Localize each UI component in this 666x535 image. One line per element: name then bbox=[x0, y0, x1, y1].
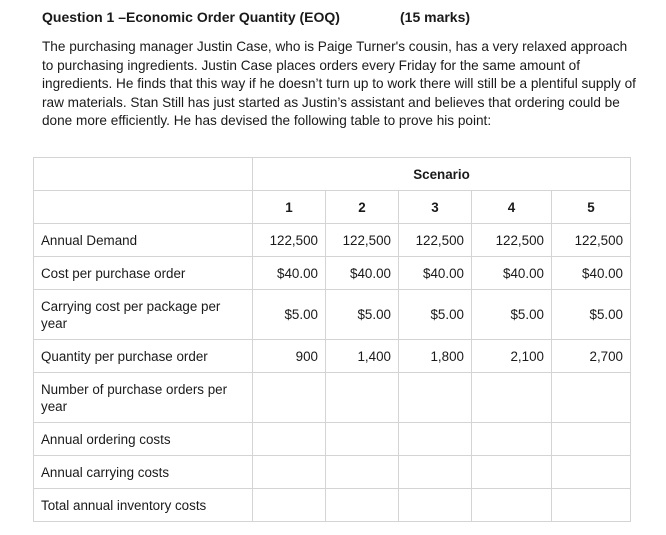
table-cell bbox=[472, 456, 552, 489]
table-cell: 122,500 bbox=[552, 224, 631, 257]
scenario-col-header: 1 bbox=[253, 191, 326, 224]
table-cell: 1,400 bbox=[326, 340, 399, 373]
table-cell: $5.00 bbox=[552, 290, 631, 340]
question-heading bbox=[42, 9, 471, 25]
corner-cell bbox=[34, 158, 253, 191]
table-cell: $40.00 bbox=[326, 257, 399, 290]
table-cell: 122,500 bbox=[399, 224, 472, 257]
table-cell: $40.00 bbox=[399, 257, 472, 290]
row-label: Annual carrying costs bbox=[34, 456, 253, 489]
row-label: Cost per purchase order bbox=[34, 257, 253, 290]
scenario-col-header: 3 bbox=[399, 191, 472, 224]
table-cell bbox=[399, 373, 472, 423]
table-cell bbox=[253, 423, 326, 456]
row-label: Number of purchase orders per year bbox=[34, 373, 253, 423]
question-marks: (15 marks) bbox=[400, 9, 471, 25]
table-cell: 122,500 bbox=[472, 224, 552, 257]
row-label: Annual ordering costs bbox=[34, 423, 253, 456]
table-row-annual-demand bbox=[34, 224, 631, 257]
table-cell bbox=[326, 489, 399, 522]
table-cell bbox=[326, 456, 399, 489]
table-cell bbox=[253, 456, 326, 489]
table-row-cost-per-order bbox=[34, 257, 631, 290]
scenario-header-row bbox=[34, 158, 631, 191]
table-cell bbox=[253, 373, 326, 423]
table-cell: 2,700 bbox=[552, 340, 631, 373]
table-cell: $40.00 bbox=[552, 257, 631, 290]
table-cell: $5.00 bbox=[253, 290, 326, 340]
table-cell bbox=[472, 489, 552, 522]
scenario-number-row bbox=[34, 191, 631, 224]
row-label: Total annual inventory costs bbox=[34, 489, 253, 522]
table-cell bbox=[472, 423, 552, 456]
scenario-col-header: 5 bbox=[552, 191, 631, 224]
table-cell: 900 bbox=[253, 340, 326, 373]
table-cell bbox=[253, 489, 326, 522]
table-cell bbox=[399, 456, 472, 489]
question-intro: The purchasing manager Justin Case, who is Paige Turner's cousin, has a very relaxed approach to purchasing ingredients. Justin Case places orders every Friday for the same amount of ingredients. He finds that this way if he doesn’t turn up to work there will still be a plentiful supply of raw materials. Stan Still has just started as Justin’s assistant and believes that ordering could be done more efficiently. He has devised the following table to prove his point: bbox=[42, 39, 636, 128]
table-cell bbox=[552, 456, 631, 489]
table-cell: 122,500 bbox=[253, 224, 326, 257]
question-title: Question 1 –Economic Order Quantity (EOQ) bbox=[42, 9, 340, 25]
table-row-carrying-cost bbox=[34, 290, 631, 340]
table-row-annual-carrying-costs bbox=[34, 456, 631, 489]
table-cell bbox=[399, 423, 472, 456]
table-cell bbox=[472, 373, 552, 423]
table-row-annual-ordering-costs bbox=[34, 423, 631, 456]
row-label: Carrying cost per package per year bbox=[34, 290, 253, 340]
table-cell bbox=[326, 423, 399, 456]
table-cell: $40.00 bbox=[472, 257, 552, 290]
table-cell bbox=[326, 373, 399, 423]
table-row-orders-per-year bbox=[34, 373, 631, 423]
table-row-quantity-per-order bbox=[34, 340, 631, 373]
row-label: Quantity per purchase order bbox=[34, 340, 253, 373]
table-cell bbox=[552, 489, 631, 522]
table-cell bbox=[552, 373, 631, 423]
table-cell: $40.00 bbox=[253, 257, 326, 290]
scenario-header: Scenario bbox=[253, 158, 631, 191]
scenario-col-header: 2 bbox=[326, 191, 399, 224]
table-cell: 1,800 bbox=[399, 340, 472, 373]
corner-cell bbox=[34, 191, 253, 224]
table-row-total-inventory-costs bbox=[34, 489, 631, 522]
table-cell: $5.00 bbox=[326, 290, 399, 340]
table-cell: 122,500 bbox=[326, 224, 399, 257]
table-cell: 2,100 bbox=[472, 340, 552, 373]
eoq-table bbox=[33, 157, 631, 522]
table-cell bbox=[399, 489, 472, 522]
table-cell bbox=[552, 423, 631, 456]
scenario-col-header: 4 bbox=[472, 191, 552, 224]
table-cell: $5.00 bbox=[399, 290, 472, 340]
table-cell: $5.00 bbox=[472, 290, 552, 340]
row-label: Annual Demand bbox=[34, 224, 253, 257]
